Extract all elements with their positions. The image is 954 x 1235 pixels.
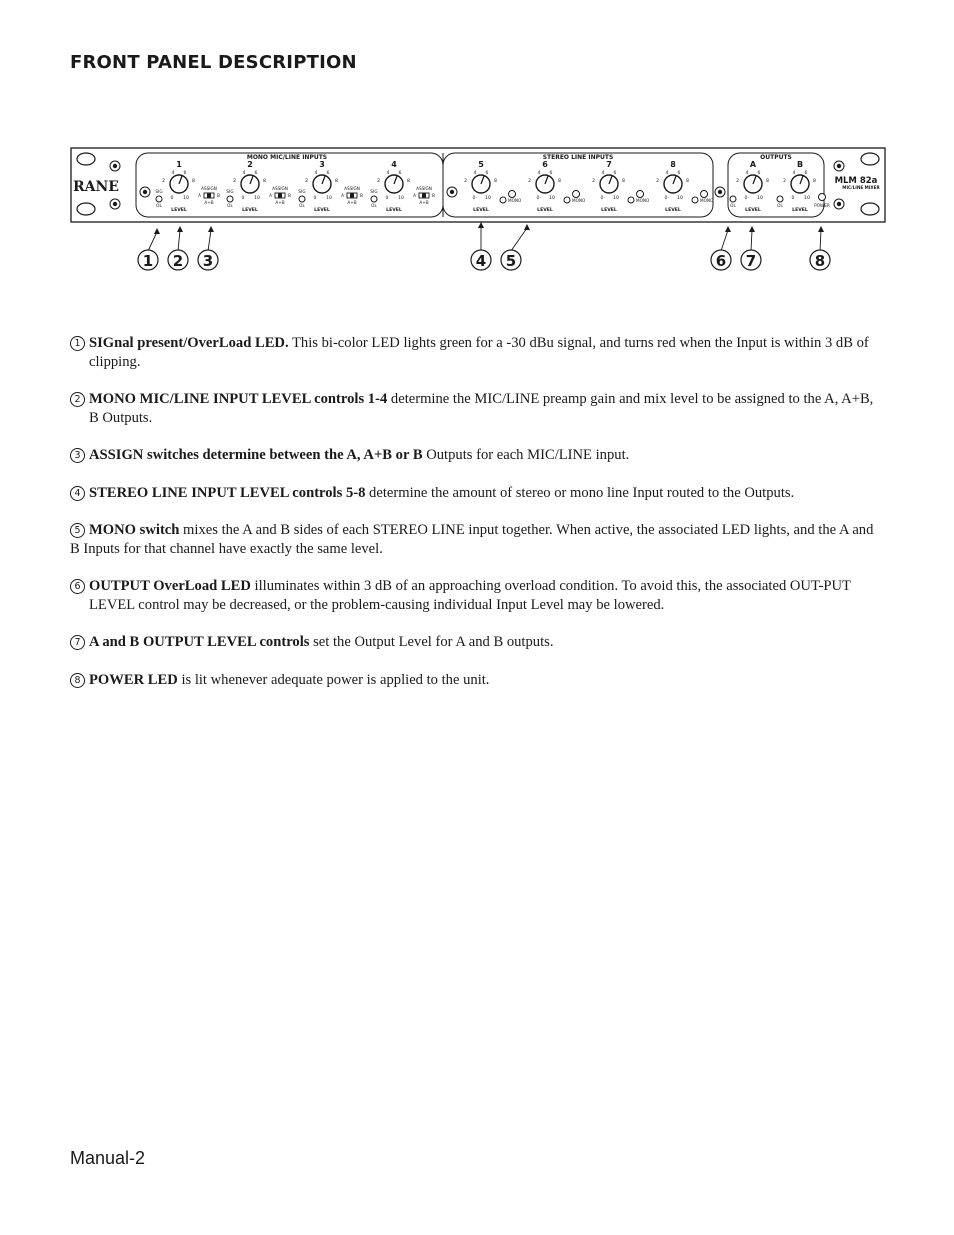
callout-arrowhead — [725, 226, 731, 232]
callout-number: 2 — [172, 252, 184, 270]
section-label-outputs: OUTPUTS — [760, 154, 792, 161]
jack-icon — [715, 187, 725, 197]
page-footer: Manual-2 — [70, 1148, 146, 1168]
callout-arrowhead — [478, 222, 484, 228]
level-knob — [592, 160, 625, 213]
callout-number: 1 — [142, 252, 154, 270]
knob-scale-label: 8 — [686, 179, 689, 184]
knob-scale-label: 4 — [601, 171, 605, 176]
jack-icon — [140, 187, 150, 197]
ol-label: OL — [371, 203, 377, 208]
knob-scale-label: 4 — [792, 171, 796, 176]
power-led-icon — [819, 194, 826, 201]
jack-center — [450, 190, 454, 194]
ol-label: OL — [730, 203, 736, 208]
section-label-stereo: STEREO LINE INPUTS — [542, 154, 614, 161]
rack-ear-hole — [77, 153, 95, 165]
knob-scale-label: 2 — [736, 179, 739, 184]
description-1 — [70, 334, 885, 372]
knob-scale-label: 2 — [377, 179, 380, 184]
callout-arrowhead — [524, 224, 530, 230]
level-knob — [736, 160, 769, 213]
descriptions — [70, 390, 885, 428]
callout-badge: 2 — [70, 392, 85, 407]
jack-icon — [834, 161, 844, 171]
knob-scale-label: 6 — [485, 171, 489, 176]
callout-badge: 5 — [70, 523, 85, 538]
level-knob — [233, 160, 266, 213]
description-3 — [70, 446, 885, 465]
callout-number: 5 — [505, 252, 517, 270]
callout-marker — [711, 250, 731, 270]
callout-arrowhead — [818, 226, 824, 232]
description-title: ASSIGN switches determine between the A, A+B or B — [89, 447, 423, 463]
callout-arrowhead — [208, 226, 214, 232]
callout-marker — [471, 250, 491, 270]
callout-badge: 7 — [70, 635, 85, 650]
knob-scale-label: 0 — [600, 196, 604, 201]
description-text: is lit whenever adequate power is applied to the unit. — [177, 672, 490, 688]
assign-label: ASSIGN — [344, 186, 360, 191]
description-title: STEREO LINE INPUT LEVEL controls 5-8 — [89, 485, 366, 501]
level-knob — [656, 160, 689, 213]
knob-scale-label: 4 — [314, 171, 318, 176]
callout-marker — [168, 250, 188, 270]
knob-scale-label: 6 — [613, 171, 617, 176]
knob-level-label: LEVEL — [386, 208, 402, 213]
knob-scale-label: 4 — [537, 171, 541, 176]
assign-switch — [269, 186, 291, 205]
knob-level-label: LEVEL — [601, 208, 617, 213]
knob-scale-label: 2 — [305, 179, 308, 184]
descriptions — [70, 577, 885, 615]
channel-number: 1 — [176, 160, 182, 169]
assign-ab-label: A+B — [419, 200, 429, 205]
description-2 — [70, 390, 885, 428]
mono-label: MONO — [572, 198, 586, 203]
knob-level-label: LEVEL — [171, 208, 187, 213]
knob-scale-label: 6 — [254, 171, 258, 176]
knob-level-label: LEVEL — [537, 208, 553, 213]
knob-scale-label: 10 — [757, 196, 763, 201]
knob-level-label: LEVEL — [665, 208, 681, 213]
knob-scale-label: 6 — [677, 171, 681, 176]
panel-brand: RANE — [73, 179, 119, 195]
assign-switch — [198, 186, 220, 205]
knob-scale-label: 0 — [313, 196, 317, 201]
knob-scale-label: 4 — [473, 171, 477, 176]
knob-level-label: LEVEL — [792, 208, 808, 213]
callout-number: 7 — [745, 252, 757, 270]
front-panel-diagram — [0, 0, 954, 300]
knob-scale-label: 4 — [745, 171, 749, 176]
mono-switch-icon — [692, 197, 698, 203]
jack-center — [113, 202, 117, 206]
assign-switch-knob — [278, 194, 282, 198]
knob-scale-label: 10 — [254, 196, 260, 201]
knob-scale-label: 6 — [183, 171, 187, 176]
signal-led-icon — [299, 196, 305, 202]
description-7 — [70, 633, 885, 652]
panel-model: MLM 82a — [834, 176, 878, 186]
callout-leader — [208, 230, 211, 251]
knob-scale-label: 10 — [677, 196, 683, 201]
callout-marker — [501, 250, 521, 270]
assign-switch-knob — [207, 194, 211, 198]
callout-marker — [198, 250, 218, 270]
channel-number: 4 — [391, 160, 397, 169]
knob-scale-label: 2 — [528, 179, 531, 184]
knob-scale-label: 0 — [536, 196, 540, 201]
channel-number: 3 — [319, 160, 325, 169]
description-text: set the Output Level for A and B outputs. — [309, 634, 554, 650]
knob-scale-label: 8 — [335, 179, 338, 184]
jack-center — [143, 190, 147, 194]
ol-label: OL — [156, 203, 162, 208]
assign-label: ASSIGN — [272, 186, 288, 191]
description-title: A and B OUTPUT LEVEL controls — [89, 634, 310, 650]
description-5 — [70, 521, 885, 559]
knob-scale-label: 2 — [162, 179, 165, 184]
knob-level-label: LEVEL — [473, 208, 489, 213]
descriptions — [70, 521, 885, 559]
assign-switch — [413, 186, 435, 205]
callout-marker — [810, 250, 830, 270]
jack-center — [837, 202, 841, 206]
knob-scale-label: 8 — [263, 179, 266, 184]
description-title: POWER LED — [89, 672, 178, 688]
channel-number: B — [796, 160, 804, 169]
knob-scale-label: 10 — [326, 196, 332, 201]
assign-label: ASSIGN — [416, 186, 432, 191]
rack-ear-hole — [861, 203, 879, 215]
callout-badge: 6 — [70, 579, 85, 594]
knob-scale-label: 2 — [656, 179, 659, 184]
assign-switch-knob — [422, 194, 426, 198]
description-title: OUTPUT OverLoad LED — [89, 578, 251, 594]
power-label: POWER — [814, 203, 830, 208]
signal-led-icon — [156, 196, 162, 202]
page-heading: FRONT PANEL DESCRIPTION — [70, 52, 357, 73]
descriptions — [70, 671, 885, 690]
knob-scale-label: 8 — [407, 179, 410, 184]
callout-marker — [138, 250, 158, 270]
description-4 — [70, 484, 885, 503]
description-title: MONO MIC/LINE INPUT LEVEL controls 1-4 — [89, 391, 388, 407]
mono-label: MONO — [700, 198, 714, 203]
descriptions — [70, 446, 885, 465]
knob-scale-label: 6 — [549, 171, 553, 176]
callout-number: 8 — [814, 252, 826, 270]
knob-scale-label: 10 — [804, 196, 810, 201]
callout-badge: 3 — [70, 448, 85, 463]
knob-scale-label: 10 — [613, 196, 619, 201]
sig-label: SIG — [155, 189, 163, 194]
callout-marker — [741, 250, 761, 270]
callout-arrowhead — [177, 226, 183, 232]
knob-level-label: LEVEL — [242, 208, 258, 213]
channel-number: 2 — [247, 160, 253, 169]
knob-scale-label: 8 — [558, 179, 561, 184]
descriptions — [70, 334, 885, 372]
level-knob — [305, 160, 338, 213]
level-knob — [162, 160, 195, 213]
ol-label: OL — [227, 203, 233, 208]
descriptions — [70, 633, 885, 652]
knob-scale-label: 4 — [171, 171, 175, 176]
mono-switch-icon — [628, 197, 634, 203]
knob-scale-label: 10 — [398, 196, 404, 201]
ol-label: OL — [777, 203, 783, 208]
description-6 — [70, 577, 885, 615]
callout-leader — [178, 230, 180, 251]
mono-switch-icon — [500, 197, 506, 203]
callout-number: 4 — [475, 252, 487, 270]
channel-number: 8 — [670, 160, 676, 169]
knob-scale-label: 10 — [183, 196, 189, 201]
assign-b-label: B — [432, 193, 435, 198]
knob-scale-label: 0 — [744, 196, 748, 201]
knob-scale-label: 0 — [791, 196, 795, 201]
mono-led-icon — [573, 191, 580, 198]
signal-led-icon — [227, 196, 233, 202]
knob-scale-label: 0 — [241, 196, 245, 201]
assign-label: ASSIGN — [201, 186, 217, 191]
knob-scale-label: 6 — [757, 171, 761, 176]
assign-a-label: A — [269, 193, 272, 198]
channel-number: 7 — [606, 160, 612, 169]
callout-leader — [721, 230, 728, 251]
knob-scale-label: 6 — [804, 171, 808, 176]
knob-scale-label: 2 — [592, 179, 595, 184]
callout-leader — [511, 228, 527, 251]
channel-number: 5 — [478, 160, 484, 169]
panel-model-subtitle: MIC/LINE MIXER — [842, 185, 880, 190]
callout-badge: 4 — [70, 486, 85, 501]
mono-led-icon — [509, 191, 516, 198]
signal-led-icon — [371, 196, 377, 202]
description-title: MONO switch — [89, 522, 180, 538]
jack-icon — [447, 187, 457, 197]
sig-label: SIG — [370, 189, 378, 194]
assign-b-label: B — [360, 193, 363, 198]
callout-badge: 1 — [70, 336, 85, 351]
level-knob — [528, 160, 561, 213]
knob-scale-label: 4 — [386, 171, 390, 176]
assign-switch-knob — [350, 194, 354, 198]
level-knob — [783, 160, 816, 213]
knob-scale-label: 6 — [326, 171, 330, 176]
knob-scale-label: 8 — [192, 179, 195, 184]
jack-center — [837, 164, 841, 168]
assign-a-label: A — [413, 193, 416, 198]
knob-scale-label: 2 — [464, 179, 467, 184]
sig-label: SIG — [226, 189, 234, 194]
mono-label: MONO — [636, 198, 650, 203]
knob-scale-label: 0 — [170, 196, 174, 201]
knob-scale-label: 8 — [813, 179, 816, 184]
knob-level-label: LEVEL — [314, 208, 330, 213]
mono-label: MONO — [508, 198, 522, 203]
callout-arrowhead — [154, 228, 160, 234]
rack-ear-hole — [861, 153, 879, 165]
jack-icon — [110, 161, 120, 171]
knob-scale-label: 6 — [398, 171, 402, 176]
jack-icon — [834, 199, 844, 209]
assign-ab-label: A+B — [347, 200, 357, 205]
jack-center — [718, 190, 722, 194]
knob-scale-label: 0 — [664, 196, 668, 201]
knob-scale-label: 2 — [783, 179, 786, 184]
assign-b-label: B — [288, 193, 291, 198]
callout-number: 3 — [202, 252, 214, 270]
description-text: This bi-color LED lights green for a -30 dBu signal, and turns red when the Input is within 3 dB of clipping. — [89, 335, 869, 370]
callout-badge: 8 — [70, 673, 85, 688]
knob-scale-label: 4 — [665, 171, 669, 176]
description-text: determine the MIC/LINE preamp gain and mix level to be assigned to the A, A+B, B Outputs. — [89, 391, 874, 426]
description-8 — [70, 671, 885, 690]
callout-leader — [148, 232, 157, 251]
callout-leader — [751, 230, 752, 251]
knob-scale-label: 10 — [549, 196, 555, 201]
jack-center — [113, 164, 117, 168]
callout-leader — [820, 230, 821, 251]
sig-label: SIG — [298, 189, 306, 194]
channel-number: A — [749, 160, 757, 169]
assign-switch — [341, 186, 363, 205]
level-knob — [377, 160, 410, 213]
assign-a-label: A — [341, 193, 344, 198]
description-text: Outputs for each MIC/LINE input. — [422, 447, 630, 463]
assign-a-label: A — [198, 193, 201, 198]
descriptions — [70, 484, 885, 503]
mono-switch-icon — [564, 197, 570, 203]
callout-arrowhead — [749, 226, 755, 232]
knob-level-label: LEVEL — [745, 208, 761, 213]
rack-ear-hole — [77, 203, 95, 215]
jack-icon — [110, 199, 120, 209]
knob-scale-label: 10 — [485, 196, 491, 201]
knob-scale-label: 2 — [233, 179, 236, 184]
ol-label: OL — [299, 203, 305, 208]
channel-number: 6 — [542, 160, 548, 169]
mono-led-icon — [701, 191, 708, 198]
description-title: SIGnal present/OverLoad LED. — [89, 335, 289, 351]
knob-scale-label: 4 — [242, 171, 246, 176]
assign-ab-label: A+B — [204, 200, 214, 205]
assign-b-label: B — [217, 193, 220, 198]
assign-ab-label: A+B — [275, 200, 285, 205]
signal-led-icon — [730, 196, 736, 202]
description-text: illuminates within 3 dB of an approaching overload condition. To avoid this, the associated OUT-PUT LEVEL control may be decreased, or the problem-causing individual Input Level may be lowered. — [89, 578, 851, 613]
description-text: mixes the A and B sides of each STEREO LINE input together. When active, the associated LED lights, and the A and B Inputs for that channel have exactly the same level. — [70, 522, 874, 557]
mono-led-icon — [637, 191, 644, 198]
knob-scale-label: 8 — [622, 179, 625, 184]
knob-scale-label: 8 — [766, 179, 769, 184]
knob-scale-label: 0 — [385, 196, 389, 201]
knob-scale-label: 0 — [472, 196, 476, 201]
callout-number: 6 — [715, 252, 727, 270]
section-label-mono: MONO MIC/LINE INPUTS — [246, 154, 328, 161]
description-text: determine the amount of stereo or mono line Input routed to the Outputs. — [365, 485, 795, 501]
signal-led-icon — [777, 196, 783, 202]
knob-scale-label: 8 — [494, 179, 497, 184]
level-knob — [464, 160, 497, 213]
